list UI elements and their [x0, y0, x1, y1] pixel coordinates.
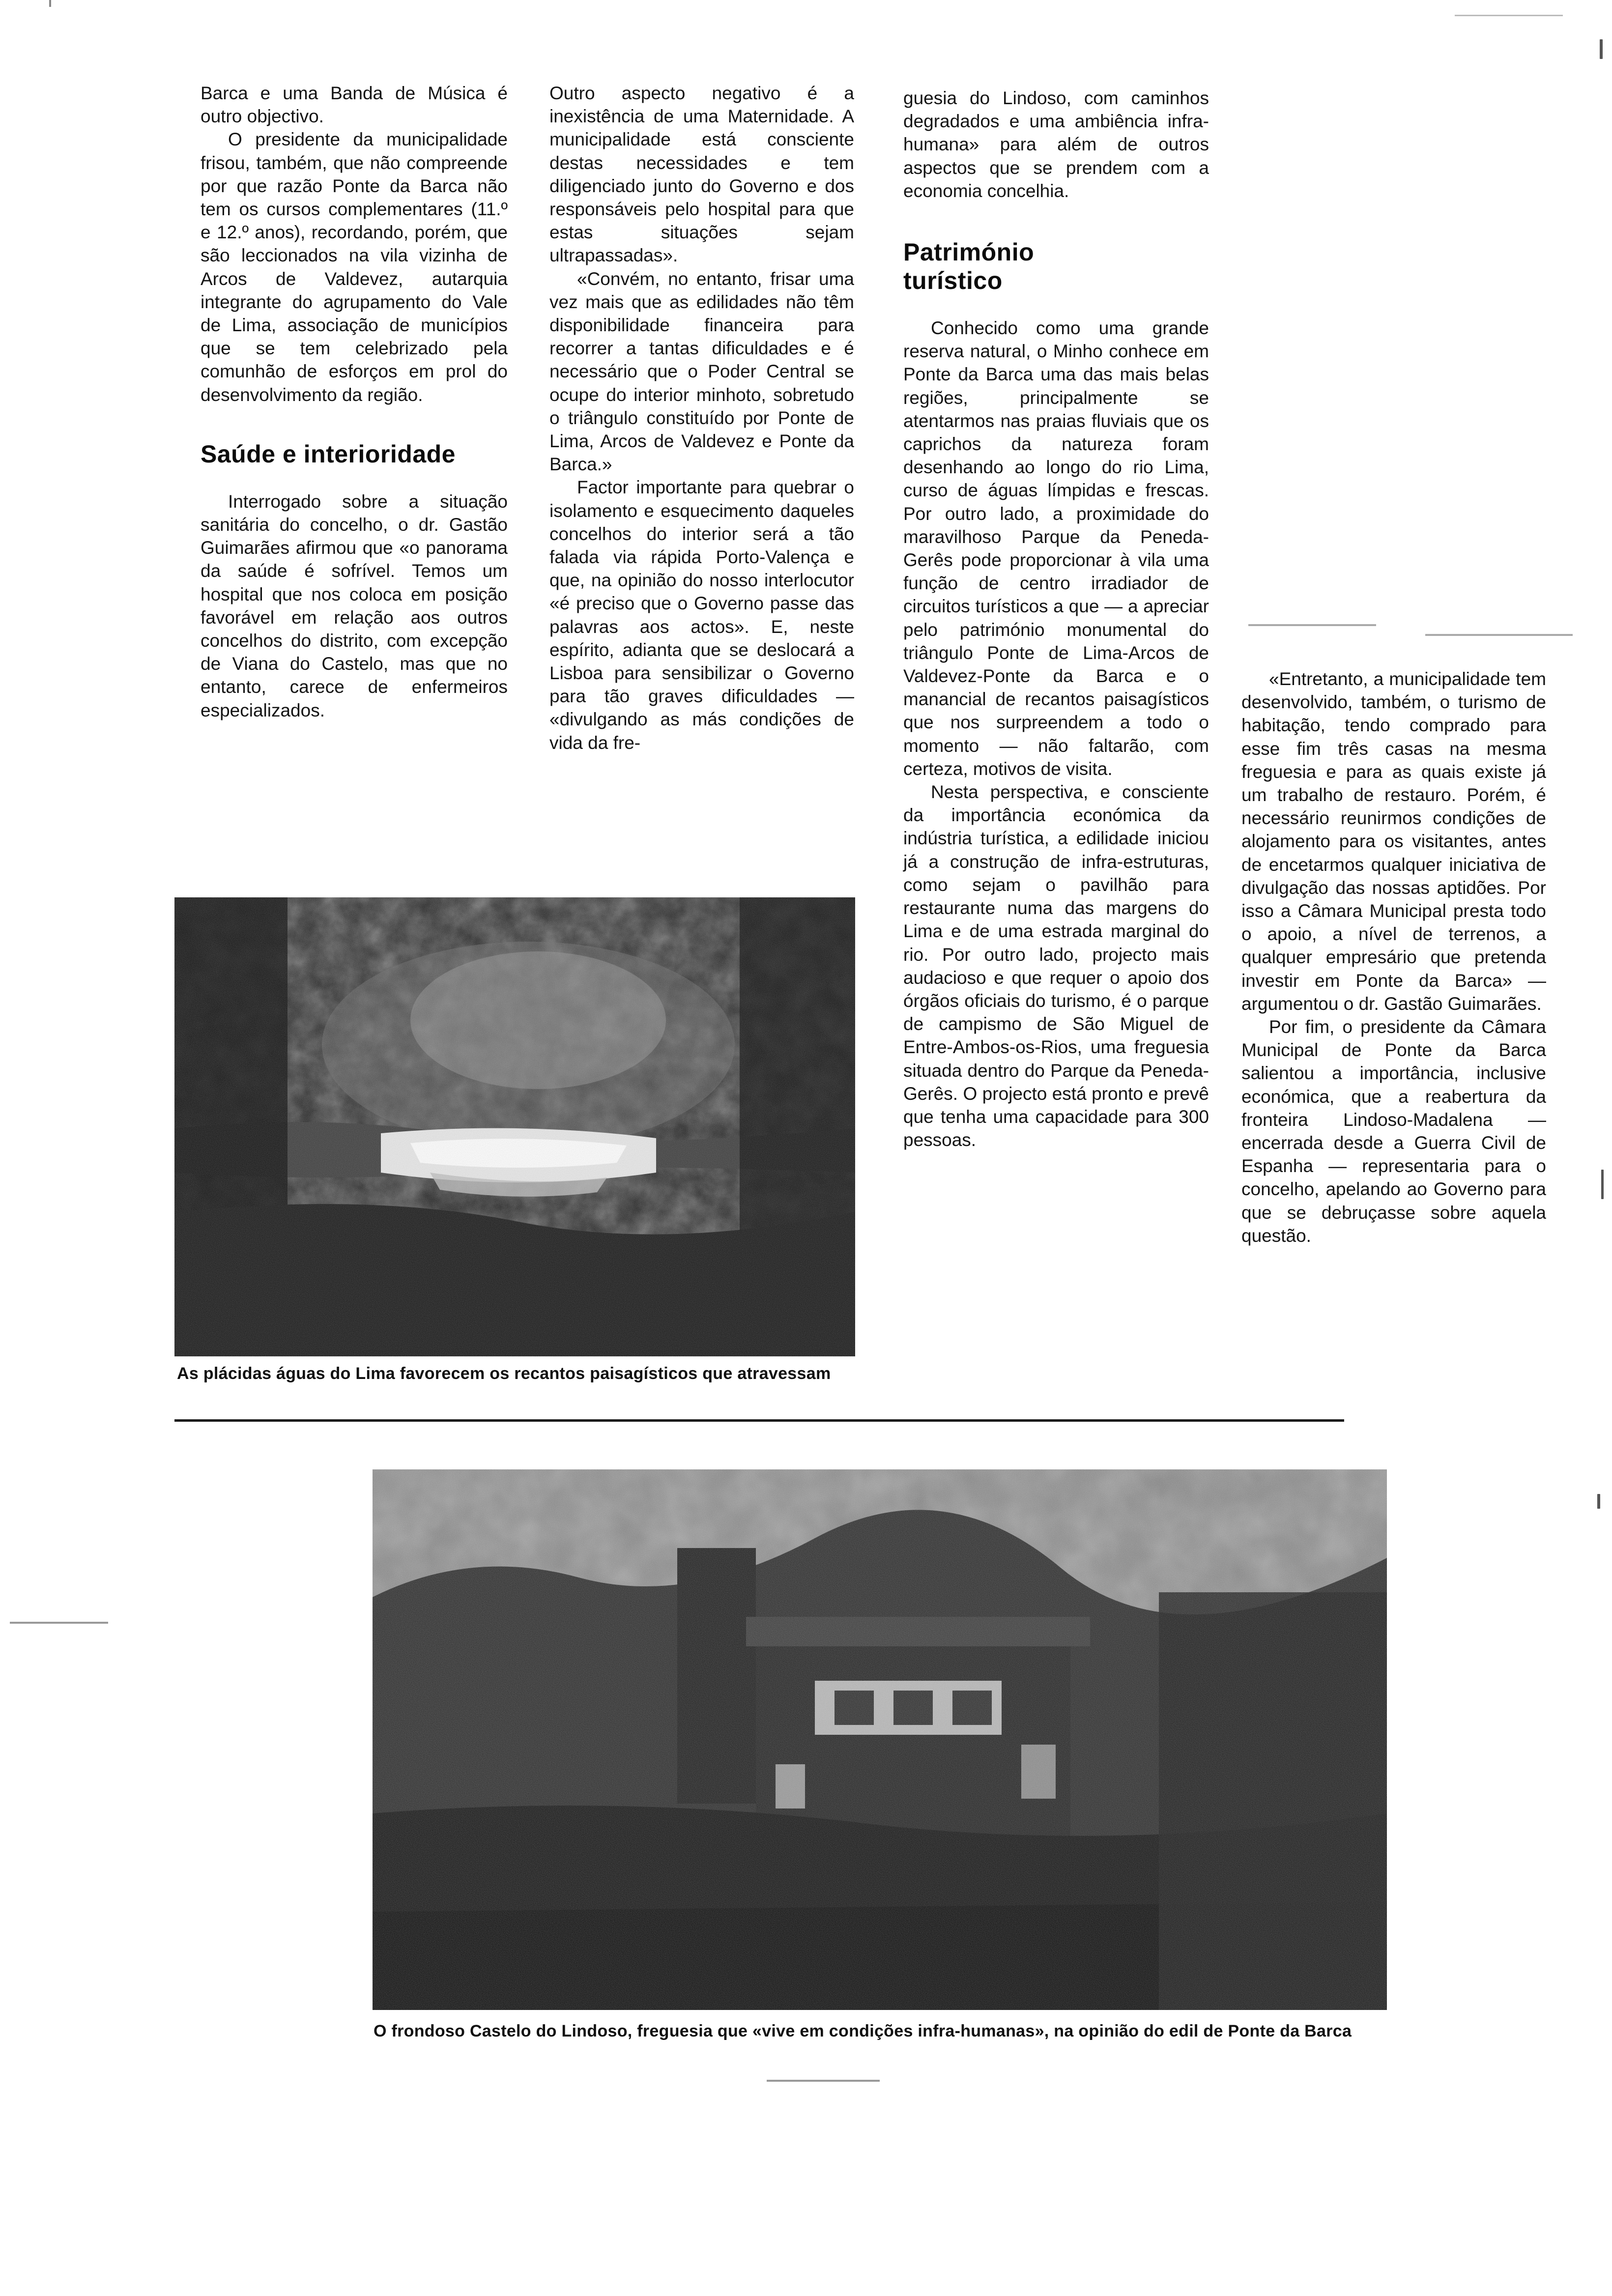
paragraph: Nesta perspectiva, e consciente da importância económica da indústria turística, a edilidade iniciou já a construção de infra-estruturas, como sejam o pavilhão para restaurante numa das margens do Lima e de uma estrada marginal do rio. Por outro lado, projecto mais audacioso e que requer o apoio dos órgãos oficiais do turismo, é o parque de campismo de São Miguel de Entre-Ambos-os-Rios, uma freguesia situada dentro do Parque da Peneda-Gerês. O projecto está pronto e prevê que tenha uma capacidade para 300 pessoas.	[903, 782, 1209, 1150]
section-heading-saude: Saúde e interioridade	[201, 440, 456, 468]
scan-speck	[1425, 634, 1573, 636]
paragraph: Outro aspecto negativo é a inexistência de uma Maternidade. A municipalidade está consciente destas necessidades e tem diligenciado junto do Governo e dos responsáveis pelo hospital para que estas situações sejam ultrapassadas».	[549, 83, 854, 266]
paragraph: «Convém, no entanto, frisar uma vez mais que as edilidades não têm disponibilidade financeira para recorrer a tantas dificuldades e é necessário que o Poder Central se ocupe do interior minhoto, sobretudo o triângulo constituído por Ponte de Lima, Arcos de Valdevez e Ponte da Barca.»	[549, 268, 854, 475]
paragraph: Barca e uma Banda de Música é outro objectivo.	[201, 83, 508, 127]
paragraph: Conhecido como uma grande reserva natural, o Minho conhece em Ponte da Barca uma das mais belas regiões, principalmente se atentarmos nas praias fluviais que os caprichos da natureza foram desenhando ao longo do rio Lima, curso de águas límpidas e frescas. Por outro lado, a proximidade do maravilhoso Parque da Peneda-Gerês pode proporcionar à vila uma função de centro irradiador de circuitos turísticos a que — a apreciar pelo património monumental do triângulo Ponte de Lima-Arcos de Valdevez-Ponte da Barca e o manancial de recantos paisagísticos que nos surpreendem a todo o momento — não faltarão, com certeza, motivos de visita.	[903, 318, 1209, 779]
section-heading-patrimonio	[903, 238, 1209, 295]
paragraph: Factor importante para quebrar o isolamento e esquecimento daqueles concelhos do interior será a tão falada via rápida Porto-Valença e que, na opinião do nosso interlocutor «é preciso que o Governo passe das palavras aos actos». E, neste espírito, adianta que se deslocará a Lisboa para sensibilizar o Governo para tão graves dificuldades — «divulgando as más condições de vida da fre-	[549, 477, 854, 753]
scan-speck	[1455, 15, 1563, 16]
paragraph: guesia do Lindoso, com caminhos degradados e uma ambiência infra-humana» para além de outros aspectos que se prendem com a economia concelhia.	[903, 88, 1209, 201]
scan-speck	[1601, 1170, 1604, 1199]
castelo-lindoso-photo	[373, 1469, 1387, 2010]
column-3	[903, 86, 1209, 1151]
scan-speck	[1597, 1494, 1600, 1509]
column-1	[201, 82, 508, 722]
paragraph: Por fim, o presidente da Câmara Municipal de Ponte da Barca salientou a importância, inclusive económica, que a reabertura da fronteira Lindoso-Madalena — encerrada desde a Guerra Civil de Espanha — representaria para o concelho, apelando ao Governo para que se debruçasse sobre aquela questão.	[1241, 1017, 1546, 1246]
scan-speck	[1248, 624, 1376, 626]
paragraph: O presidente da municipalidade frisou, também, que não compreende por que razão Ponte da Barca não tem os cursos complementares (11.º e 12.º anos), recordando, porém, que são leccionados na vila vizinha de Arcos de Valdevez, autarquia integrante do agrupamento do Vale de Lima, associação de municípios que se tem celebrizado pela comunhão de esforços em prol do desenvolvimento da região.	[201, 129, 508, 405]
column-2	[549, 82, 854, 754]
column-4	[1241, 667, 1546, 1247]
heading-line: Património	[903, 238, 1035, 266]
heading-line: turístico	[903, 267, 1003, 295]
scan-speck	[49, 0, 51, 7]
photo-caption: O frondoso Castelo do Lindoso, freguesia que «vive em condições infra-humanas», na opinião do edil de Ponte da Barca	[374, 2022, 1352, 2040]
scan-speck	[767, 2080, 880, 2082]
river-lima-photo	[174, 897, 855, 1356]
paragraph: Interrogado sobre a situação sanitária do concelho, o dr. Gastão Guimarães afirmou que «o panorama da saúde é sofrível. Temos um hospital que nos coloca em posição favorável em relação aos outros concelhos do distrito, com excepção de Viana do Castelo, mas que no entanto, carece de enfermeiros especializados.	[201, 491, 508, 720]
scan-speck	[1600, 39, 1603, 59]
divider-rule	[174, 1419, 1344, 1422]
scan-speck	[10, 1622, 108, 1624]
paragraph: «Entretanto, a municipalidade tem desenvolvido, também, o turismo de habitação, tendo comprado para esse fim três casas na mesma freguesia e para as quais existe já um trabalho de restauro. Porém, é necessário reunirmos condições de alojamento para os visitantes, antes de encetarmos qualquer iniciativa de divulgação das nossas aptidões. Por isso a Câmara Municipal presta todo o apoio, a nível de terrenos, a qualquer empresário que pretenda investir em Ponte da Barca» — argumentou o dr. Gastão Guimarães.	[1241, 669, 1546, 1014]
photo-caption: As plácidas águas do Lima favorecem os recantos paisagísticos que atravessam	[177, 1364, 831, 1383]
